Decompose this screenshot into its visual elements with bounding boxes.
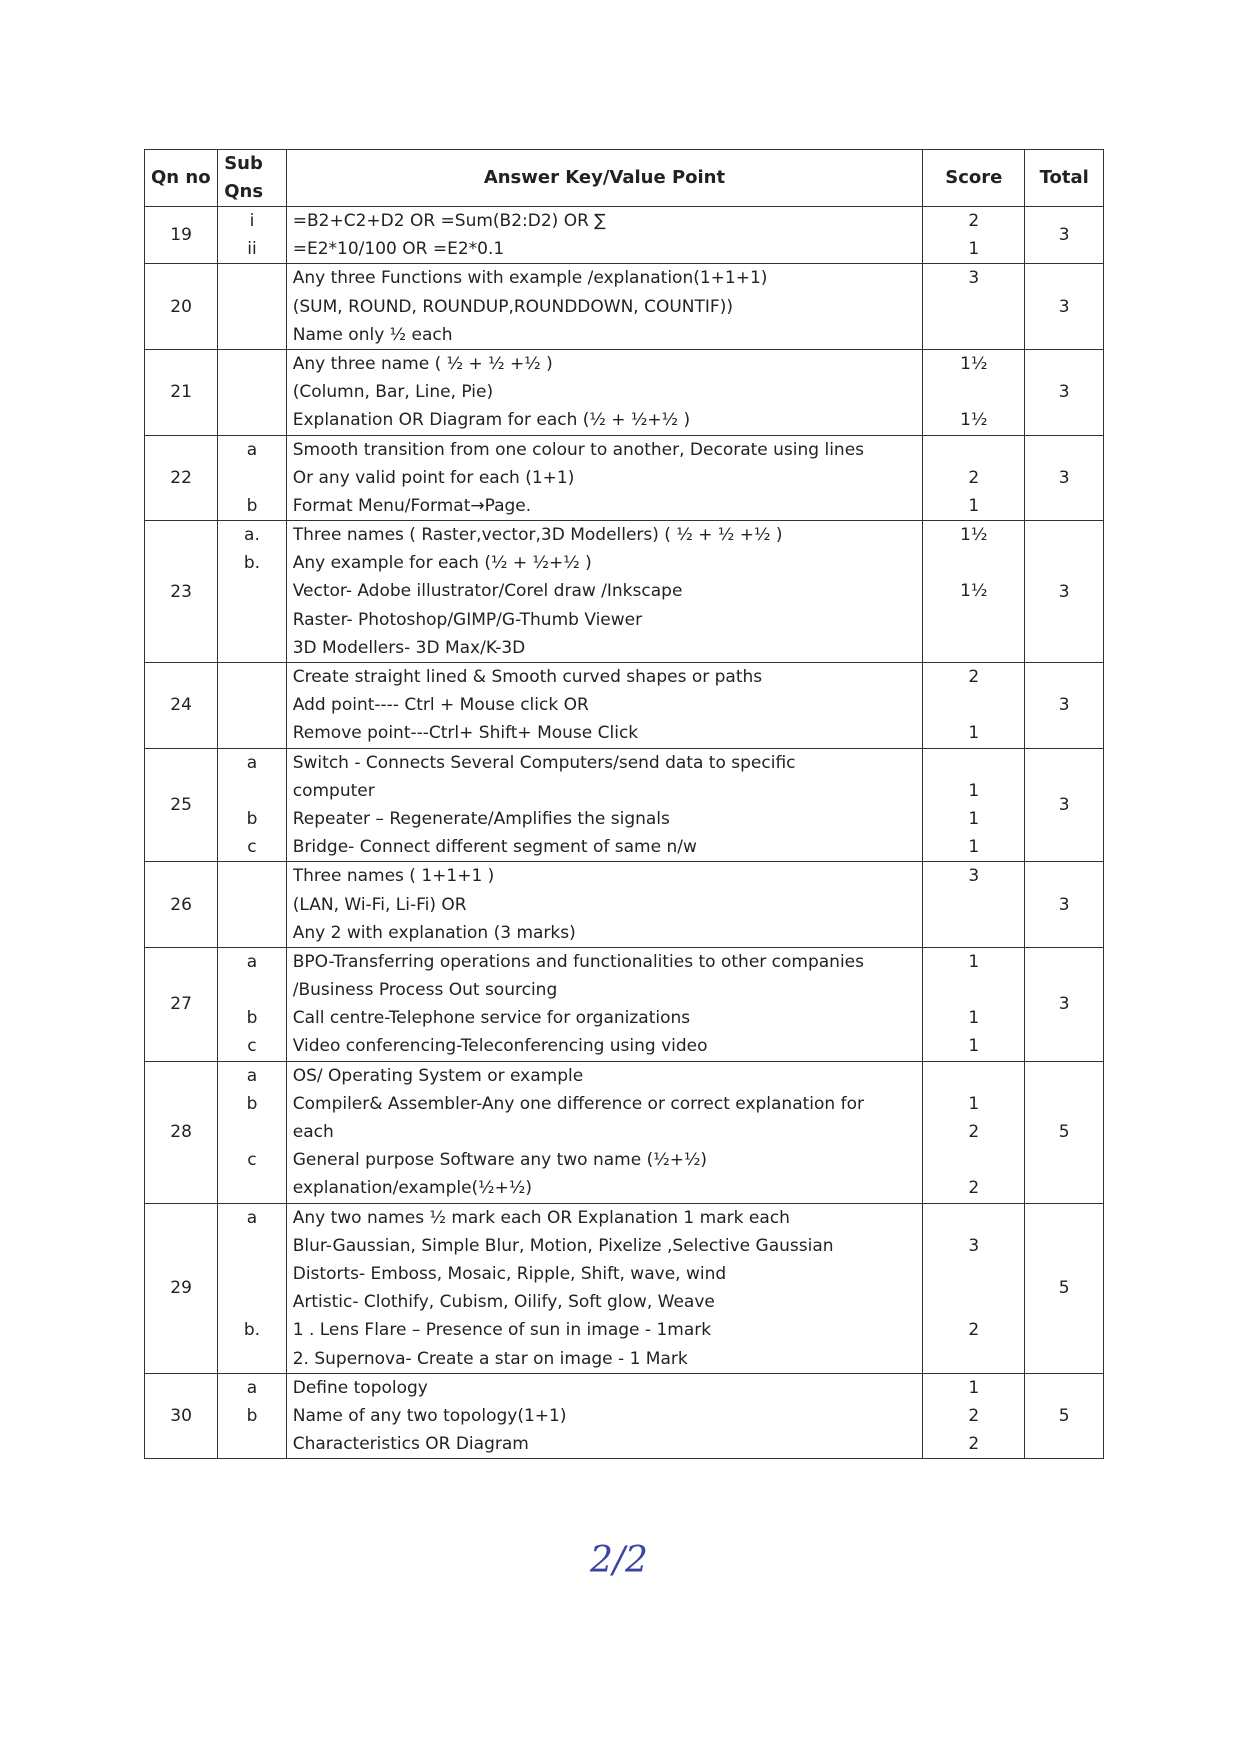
question-number: 28 xyxy=(145,1061,218,1203)
answer-line: Any three name ( ½ + ½ +½ ) xyxy=(292,353,553,374)
sub-question: c xyxy=(247,1150,257,1171)
sub-question xyxy=(224,378,280,406)
sub-question xyxy=(224,293,280,321)
total-value: 3 xyxy=(1025,947,1104,1061)
answer-line-cell xyxy=(286,1373,922,1459)
score-value xyxy=(929,1260,1018,1288)
score-value: 2 xyxy=(968,1320,980,1341)
sub-question-cell xyxy=(218,1373,287,1459)
sub-question-cell xyxy=(218,349,287,435)
sub-question-cell xyxy=(218,435,287,521)
sub-question-cell xyxy=(218,748,287,862)
total-value: 3 xyxy=(1025,264,1104,350)
question-number: 26 xyxy=(145,862,218,948)
score-value: 1 xyxy=(968,1093,980,1114)
table-body xyxy=(145,207,1104,1459)
score-value: 1 xyxy=(968,1008,980,1029)
answer-line: Three names ( Raster,vector,3D Modellers) ( ½ + ½ +½ ) xyxy=(292,525,783,546)
score-value: 1 xyxy=(968,1036,980,1057)
page-number: 2/2 xyxy=(590,1540,648,1581)
answer-line: Explanation OR Diagram for each (½ + ½+½ ) xyxy=(292,410,691,431)
sub-question: a xyxy=(246,1065,258,1086)
question-number: 23 xyxy=(145,521,218,663)
score-value: 1 xyxy=(968,495,980,516)
score-value xyxy=(929,691,1018,719)
score-value-cell xyxy=(923,1373,1025,1459)
answer-line: explanation/example(½+½) xyxy=(292,1178,533,1199)
score-value: 3 xyxy=(968,1235,980,1256)
score-value xyxy=(929,1345,1018,1373)
sub-question xyxy=(224,691,280,719)
sub-question: b xyxy=(246,808,258,829)
sub-question-cell xyxy=(218,862,287,948)
header-total: Total xyxy=(1025,150,1104,207)
score-value xyxy=(929,549,1018,577)
score-value xyxy=(929,891,1018,919)
sub-question xyxy=(224,264,280,292)
score-value xyxy=(929,378,1018,406)
sub-question: a xyxy=(246,951,258,972)
question-number: 30 xyxy=(145,1373,218,1459)
answer-line: Compiler& Assembler-Any one difference or correct explanation for xyxy=(292,1093,864,1114)
score-value: 1½ xyxy=(960,410,988,431)
answer-line: General purpose Software any two name (½+½) xyxy=(292,1150,708,1171)
score-value: 1 xyxy=(968,1377,980,1398)
sub-question-cell xyxy=(218,947,287,1061)
sub-question-cell xyxy=(218,264,287,350)
answer-line: Format Menu/Format→Page. xyxy=(292,495,532,516)
score-value xyxy=(929,919,1018,947)
header-score: Score xyxy=(923,150,1025,207)
sub-question: a xyxy=(246,1377,258,1398)
answer-line-cell xyxy=(286,663,922,749)
answer-line-cell xyxy=(286,862,922,948)
score-value xyxy=(929,321,1018,349)
answer-line: Repeater – Regenerate/Amplifies the signals xyxy=(292,808,670,829)
score-value: 1 xyxy=(968,239,980,260)
answer-line: Add point---- Ctrl + Mouse click OR xyxy=(292,695,589,716)
total-value: 3 xyxy=(1025,862,1104,948)
table-row xyxy=(145,264,1104,350)
table-row xyxy=(145,663,1104,749)
question-number: 21 xyxy=(145,349,218,435)
sub-question xyxy=(224,777,280,805)
sub-question xyxy=(224,350,280,378)
sub-question: a xyxy=(246,1207,258,1228)
answer-line: Characteristics OR Diagram xyxy=(292,1434,529,1455)
answer-line: OS/ Operating System or example xyxy=(292,1065,584,1086)
table-row xyxy=(145,947,1104,1061)
header-qn: Qn no xyxy=(145,150,218,207)
sub-question xyxy=(224,1232,280,1260)
total-value: 3 xyxy=(1025,748,1104,862)
sub-question: b xyxy=(246,495,258,516)
sub-question: b. xyxy=(243,553,261,574)
sub-question xyxy=(224,891,280,919)
score-value: 3 xyxy=(968,866,980,887)
sub-question: a xyxy=(246,752,258,773)
total-value: 3 xyxy=(1025,663,1104,749)
answer-line: 3D Modellers- 3D Max/K-3D xyxy=(292,637,526,658)
score-value-cell xyxy=(923,435,1025,521)
answer-line: (Column, Bar, Line, Pie) xyxy=(292,382,494,403)
table-row xyxy=(145,349,1104,435)
score-value xyxy=(929,1204,1018,1232)
sub-question xyxy=(224,406,280,434)
answer-line: Blur-Gaussian, Simple Blur, Motion, Pixelize ,Selective Gaussian xyxy=(292,1235,834,1256)
answer-line: Bridge- Connect different segment of same n/w xyxy=(292,837,697,858)
score-value: 2 xyxy=(968,667,980,687)
score-value: 1 xyxy=(968,808,980,829)
score-value xyxy=(929,976,1018,1004)
score-value: 1 xyxy=(968,951,980,972)
answer-line: 2. Supernova- Create a star on image - 1 Mark xyxy=(292,1348,688,1369)
sub-question: c xyxy=(247,837,257,858)
sub-question-cell xyxy=(218,663,287,749)
header-sub: Sub Qns xyxy=(218,150,287,207)
sub-question xyxy=(224,1345,280,1373)
answer-line: Raster- Photoshop/GIMP/G-Thumb Viewer xyxy=(292,609,643,630)
score-value xyxy=(929,436,1018,464)
question-number: 29 xyxy=(145,1203,218,1373)
score-value: 2 xyxy=(968,1434,980,1455)
answer-line-cell xyxy=(286,947,922,1061)
table-row xyxy=(145,435,1104,521)
answer-line: Name of any two topology(1+1) xyxy=(292,1405,567,1426)
sub-question xyxy=(224,919,280,947)
score-value-cell xyxy=(923,663,1025,749)
sub-question-cell xyxy=(218,207,287,264)
answer-line: =E2*10/100 OR =E2*0.1 xyxy=(292,239,505,260)
total-value: 3 xyxy=(1025,435,1104,521)
sub-question xyxy=(224,663,280,691)
sub-question: i xyxy=(249,211,255,231)
answer-line: Name only ½ each xyxy=(292,324,453,345)
answer-line: Any two names ½ mark each OR Explanation 1 mark each xyxy=(292,1207,790,1228)
answer-line: Video conferencing-Teleconferencing using video xyxy=(292,1036,708,1057)
score-value: 1 xyxy=(968,723,980,744)
answer-line: Vector- Adobe illustrator/Corel draw /Inkscape xyxy=(292,581,683,602)
sub-question-cell xyxy=(218,1203,287,1373)
answer-line: Distorts- Emboss, Mosaic, Ripple, Shift, wave, wind xyxy=(292,1263,727,1284)
table-row xyxy=(145,862,1104,948)
sub-question: a. xyxy=(244,525,260,546)
answer-line-cell xyxy=(286,1061,922,1203)
score-value-cell xyxy=(923,264,1025,350)
sub-question xyxy=(224,1430,280,1458)
answer-line: Any 2 with explanation (3 marks) xyxy=(292,922,576,943)
score-value-cell xyxy=(923,207,1025,264)
table-row xyxy=(145,207,1104,264)
answer-line: Any three Functions with example /explanation(1+1+1) xyxy=(292,268,768,289)
answer-line-cell xyxy=(286,207,922,264)
answer-line: Define topology xyxy=(292,1377,428,1398)
sub-question-cell xyxy=(218,1061,287,1203)
sub-question xyxy=(224,464,280,492)
score-value: 2 xyxy=(968,467,980,488)
score-value: 1½ xyxy=(960,525,988,546)
score-value xyxy=(929,634,1018,662)
sub-question: ii xyxy=(247,239,257,260)
score-value: 2 xyxy=(968,1122,980,1142)
sub-question: a xyxy=(246,439,258,460)
score-value: 1½ xyxy=(960,353,988,374)
score-value-cell xyxy=(923,349,1025,435)
score-value-cell xyxy=(923,748,1025,862)
answer-line-cell xyxy=(286,349,922,435)
answer-line: (LAN, Wi-Fi, Li-Fi) OR xyxy=(292,894,467,915)
total-value: 3 xyxy=(1025,207,1104,264)
answer-line: Or any valid point for each (1+1) xyxy=(292,467,575,488)
question-number: 22 xyxy=(145,435,218,521)
sub-question xyxy=(224,719,280,747)
answer-line: /Business Process Out sourcing xyxy=(292,980,558,1001)
answer-line: BPO-Transferring operations and functionalities to other companies xyxy=(292,951,864,972)
total-value: 3 xyxy=(1025,521,1104,663)
answer-line: 1 . Lens Flare – Presence of sun in image - 1mark xyxy=(292,1320,712,1341)
answer-line-cell xyxy=(286,521,922,663)
total-value: 5 xyxy=(1025,1203,1104,1373)
sub-question-cell xyxy=(218,521,287,663)
table-row xyxy=(145,521,1104,663)
sub-question xyxy=(224,1118,280,1146)
table-row xyxy=(145,1061,1104,1203)
sub-question xyxy=(224,606,280,634)
score-value xyxy=(929,1146,1018,1174)
table-header-row xyxy=(145,150,1104,207)
score-value: 1½ xyxy=(960,581,988,602)
sub-question xyxy=(224,634,280,662)
sub-question xyxy=(224,862,280,890)
answer-line-cell xyxy=(286,748,922,862)
table-row xyxy=(145,1203,1104,1373)
sub-question: b xyxy=(246,1008,258,1029)
sub-question xyxy=(224,1288,280,1316)
score-value: 1 xyxy=(968,780,980,801)
score-value-cell xyxy=(923,521,1025,663)
sub-question: b xyxy=(246,1405,258,1426)
sub-question: c xyxy=(247,1036,257,1057)
score-value: 2 xyxy=(968,211,980,231)
question-number: 24 xyxy=(145,663,218,749)
question-number: 25 xyxy=(145,748,218,862)
sub-question xyxy=(224,321,280,349)
score-value-cell xyxy=(923,862,1025,948)
score-value: 2 xyxy=(968,1178,980,1199)
answer-line: Three names ( 1+1+1 ) xyxy=(292,866,495,887)
sub-question: b. xyxy=(243,1320,261,1341)
answer-line-cell xyxy=(286,1203,922,1373)
answer-line: Remove point---Ctrl+ Shift+ Mouse Click xyxy=(292,723,639,744)
score-value-cell xyxy=(923,1061,1025,1203)
answer-line: Artistic- Clothify, Cubism, Oilify, Soft glow, Weave xyxy=(292,1292,715,1313)
score-value xyxy=(929,1062,1018,1090)
score-value-cell xyxy=(923,1203,1025,1373)
score-value: 3 xyxy=(968,268,980,289)
question-number: 19 xyxy=(145,207,218,264)
answer-line: Smooth transition from one colour to another, Decorate using lines xyxy=(292,439,865,460)
sub-question xyxy=(224,577,280,605)
sub-question xyxy=(224,976,280,1004)
sub-question xyxy=(224,1174,280,1202)
table-row xyxy=(145,1373,1104,1459)
answer-line: (SUM, ROUND, ROUNDUP,ROUNDDOWN, COUNTIF)) xyxy=(292,296,733,317)
score-value xyxy=(929,606,1018,634)
answer-line: each xyxy=(292,1122,334,1142)
score-value-cell xyxy=(923,947,1025,1061)
total-value: 5 xyxy=(1025,1061,1104,1203)
answer-line: Switch - Connects Several Computers/send data to specific xyxy=(292,752,796,773)
score-value: 2 xyxy=(968,1405,980,1426)
answer-line: Call centre-Telephone service for organizations xyxy=(292,1008,691,1029)
answer-line-cell xyxy=(286,264,922,350)
header-answer: Answer Key/Value Point xyxy=(286,150,922,207)
question-number: 27 xyxy=(145,947,218,1061)
question-number: 20 xyxy=(145,264,218,350)
score-value xyxy=(929,749,1018,777)
score-value xyxy=(929,1288,1018,1316)
answer-line: Any example for each (½ + ½+½ ) xyxy=(292,553,592,574)
sub-question xyxy=(224,1260,280,1288)
score-value xyxy=(929,293,1018,321)
answer-line-cell xyxy=(286,435,922,521)
score-value: 1 xyxy=(968,837,980,858)
answer-line: Create straight lined & Smooth curved shapes or paths xyxy=(292,667,763,687)
answer-line: computer xyxy=(292,780,375,801)
sub-question: b xyxy=(246,1093,258,1114)
answer-line: =B2+C2+D2 OR =Sum(B2:D2) OR ∑ xyxy=(292,211,606,231)
table-row xyxy=(145,748,1104,862)
total-value: 5 xyxy=(1025,1373,1104,1459)
answer-key-table xyxy=(144,149,1104,1459)
total-value: 3 xyxy=(1025,349,1104,435)
